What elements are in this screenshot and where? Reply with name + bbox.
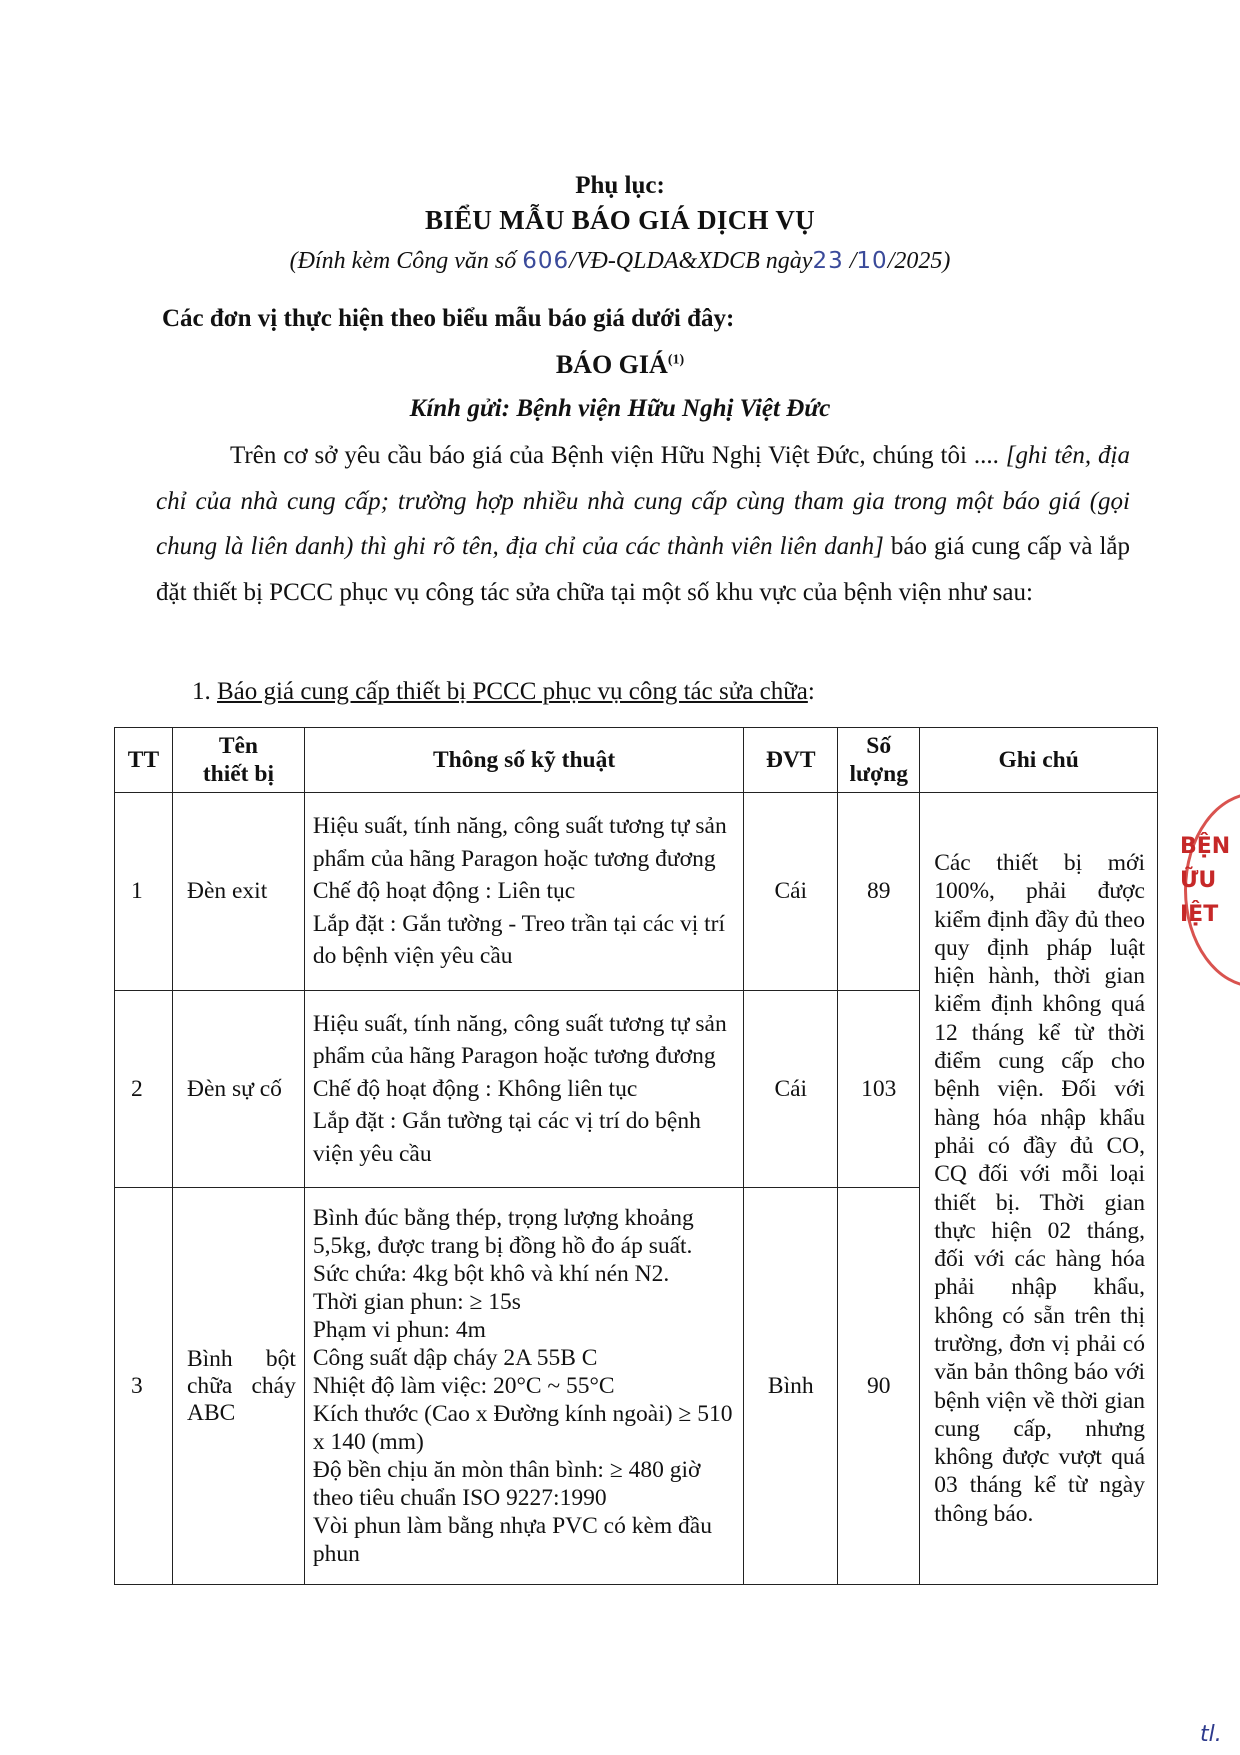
intro-paragraph bbox=[156, 433, 1130, 615]
row-tt: 2 bbox=[115, 991, 173, 1188]
spec-line: Hiệu suất, tính năng, công suất tương tự sản phẩm của hãng Paragon hoặc tương đương bbox=[312, 1010, 727, 1070]
stamp-text bbox=[1180, 830, 1230, 932]
section-number: 1. bbox=[192, 678, 217, 705]
attachment-reference bbox=[0, 248, 1240, 275]
spec-line: Sức chứa: 4kg bột khô và khí nén N2. bbox=[312, 1261, 670, 1287]
header-tt: TT bbox=[115, 728, 173, 793]
footnote-marker: (1) bbox=[667, 352, 685, 368]
table-row bbox=[115, 793, 1158, 991]
spec-line: Thời gian phun: ≥ 15s bbox=[312, 1289, 521, 1315]
header-spec: Thông số kỹ thuật bbox=[304, 728, 743, 793]
header-name-line2: thiết bị bbox=[202, 761, 274, 787]
intro-end: báo giá cung cấp và lắp đặt thiết bị PCCC phục vụ công tác sửa chữa tại một số khu vực của bệnh viện như sau: bbox=[156, 533, 1130, 606]
row-spec bbox=[304, 1188, 743, 1585]
date-separator: / bbox=[843, 248, 857, 274]
header-unit: ĐVT bbox=[744, 728, 838, 793]
recipient-line: Kính gửi: Bệnh viện Hữu Nghị Việt Đức bbox=[409, 395, 831, 422]
spec-line: Hiệu suất, tính năng, công suất tương tự sản phẩm của hãng Paragon hoặc tương đương bbox=[312, 813, 727, 872]
table-header-row bbox=[115, 728, 1158, 793]
header-qty-line2: lượng bbox=[849, 761, 908, 787]
quote-title bbox=[0, 350, 1240, 380]
attach-suffix: /2025) bbox=[887, 248, 951, 274]
header-name bbox=[172, 728, 304, 793]
row-spec bbox=[304, 991, 743, 1188]
row-unit: Bình bbox=[744, 1188, 838, 1585]
handwritten-initials: tl. bbox=[1200, 1722, 1222, 1747]
row-tt: 3 bbox=[115, 1188, 173, 1585]
header-qty bbox=[838, 728, 920, 793]
header-qty-line1: Số bbox=[866, 733, 892, 759]
section-heading bbox=[192, 678, 815, 706]
row-qty: 89 bbox=[838, 793, 920, 991]
equipment-table bbox=[114, 727, 1158, 1585]
document-title: BIỂU MẪU BÁO GIÁ DỊCH VỤ bbox=[425, 205, 815, 235]
row-name: Đèn exit bbox=[172, 793, 304, 991]
instruction-text: Các đơn vị thực hiện theo biểu mẫu báo giá dưới đây: bbox=[162, 305, 735, 332]
quote-title-text: BÁO GIÁ bbox=[555, 350, 668, 379]
spec-line: Lắp đặt : Gắn tường tại các vị trí do bệnh viện yêu cầu bbox=[312, 1108, 701, 1167]
intro-start: Trên cơ sở yêu cầu báo giá của Bệnh viện Hữu Nghị Việt Đức, chúng tôi .... bbox=[230, 442, 1006, 469]
section-colon: : bbox=[807, 678, 815, 705]
spec-line: Chế độ hoạt động : Không liên tục bbox=[312, 1075, 638, 1102]
section-title: Báo giá cung cấp thiết bị PCCC phục vụ công tác sửa chữa bbox=[217, 678, 808, 705]
row-qty: 90 bbox=[838, 1188, 920, 1585]
spec-line: Kích thước (Cao x Đường kính ngoài) ≥ 510 x 140 (mm) bbox=[312, 1401, 733, 1455]
row-name: Bình bột chữa cháy ABC bbox=[172, 1188, 304, 1585]
spec-line: Nhiệt độ làm việc: 20°C ~ 55°C bbox=[312, 1373, 615, 1399]
stamp-line: BỆN bbox=[1180, 834, 1231, 859]
handwritten-day: 23 bbox=[812, 248, 844, 274]
intro-placeholder: [ghi tên, địa chỉ của nhà cung cấp; trường hợp nhiều nhà cung cấp cùng tham gia trong một báo giá (gọi chung là liên danh) thì ghi rõ tên, địa chỉ của các thành viên liên danh] bbox=[156, 442, 1130, 560]
row-unit: Cái bbox=[744, 991, 838, 1188]
spec-line: Vòi phun làm bằng nhựa PVC có kèm đầu phun bbox=[312, 1513, 712, 1567]
handwritten-doc-number: 606 bbox=[522, 248, 570, 274]
stamp-line: IỆT bbox=[1180, 902, 1219, 927]
spec-line: Công suất dập cháy 2A 55B C bbox=[312, 1345, 598, 1371]
spec-line: Chế độ hoạt động : Liên tục bbox=[312, 878, 576, 905]
appendix-label: Phụ lục: bbox=[575, 172, 665, 199]
spec-line: Độ bền chịu ăn mòn thân bình: ≥ 480 giờ theo tiêu chuẩn ISO 9227:1990 bbox=[312, 1457, 701, 1511]
handwritten-month: 10 bbox=[856, 248, 888, 274]
header-note: Ghi chú bbox=[920, 728, 1158, 793]
spec-line: Phạm vi phun: 4m bbox=[312, 1317, 486, 1343]
row-unit: Cái bbox=[744, 793, 838, 991]
red-stamp-fragment bbox=[1176, 770, 1240, 1010]
row-name: Đèn sự cố bbox=[172, 991, 304, 1188]
row-spec bbox=[304, 793, 743, 991]
spec-line: Bình đúc bằng thép, trọng lượng khoảng 5,5kg, được trang bị đồng hồ đo áp suất. bbox=[312, 1205, 694, 1259]
attach-mid: /VĐ-QLDA&XDCB ngày bbox=[569, 248, 813, 274]
row-note: Các thiết bị mới 100%, phải được kiểm định đầy đủ theo quy định pháp luật hiện hành, thời gian kiểm định không quá 12 tháng kể từ thời điểm cung cấp cho bệnh viện. Đối với hàng hóa nhập khẩu phải có đầy đủ CO, CQ đối với mỗi loại thiết bị. Thời gian thực hiện 02 tháng, đối với các hàng hóa phải nhập khẩu, không có sẵn trên thị trường, đơn vị phải có văn bản thông báo với bệnh viện về thời gian cung cấp, nhưng không được vượt quá 03 tháng kể từ ngày thông báo. bbox=[920, 793, 1158, 1585]
header-name-line1: Tên bbox=[218, 733, 258, 759]
attach-prefix: (Đính kèm Công văn số bbox=[289, 248, 523, 274]
row-qty: 103 bbox=[838, 991, 920, 1188]
row-tt: 1 bbox=[115, 793, 173, 991]
spec-line: Lắp đặt : Gắn tường - Treo trần tại các vị trí do bệnh viện yêu cầu bbox=[312, 910, 726, 970]
stamp-line: ỮU bbox=[1180, 868, 1217, 893]
